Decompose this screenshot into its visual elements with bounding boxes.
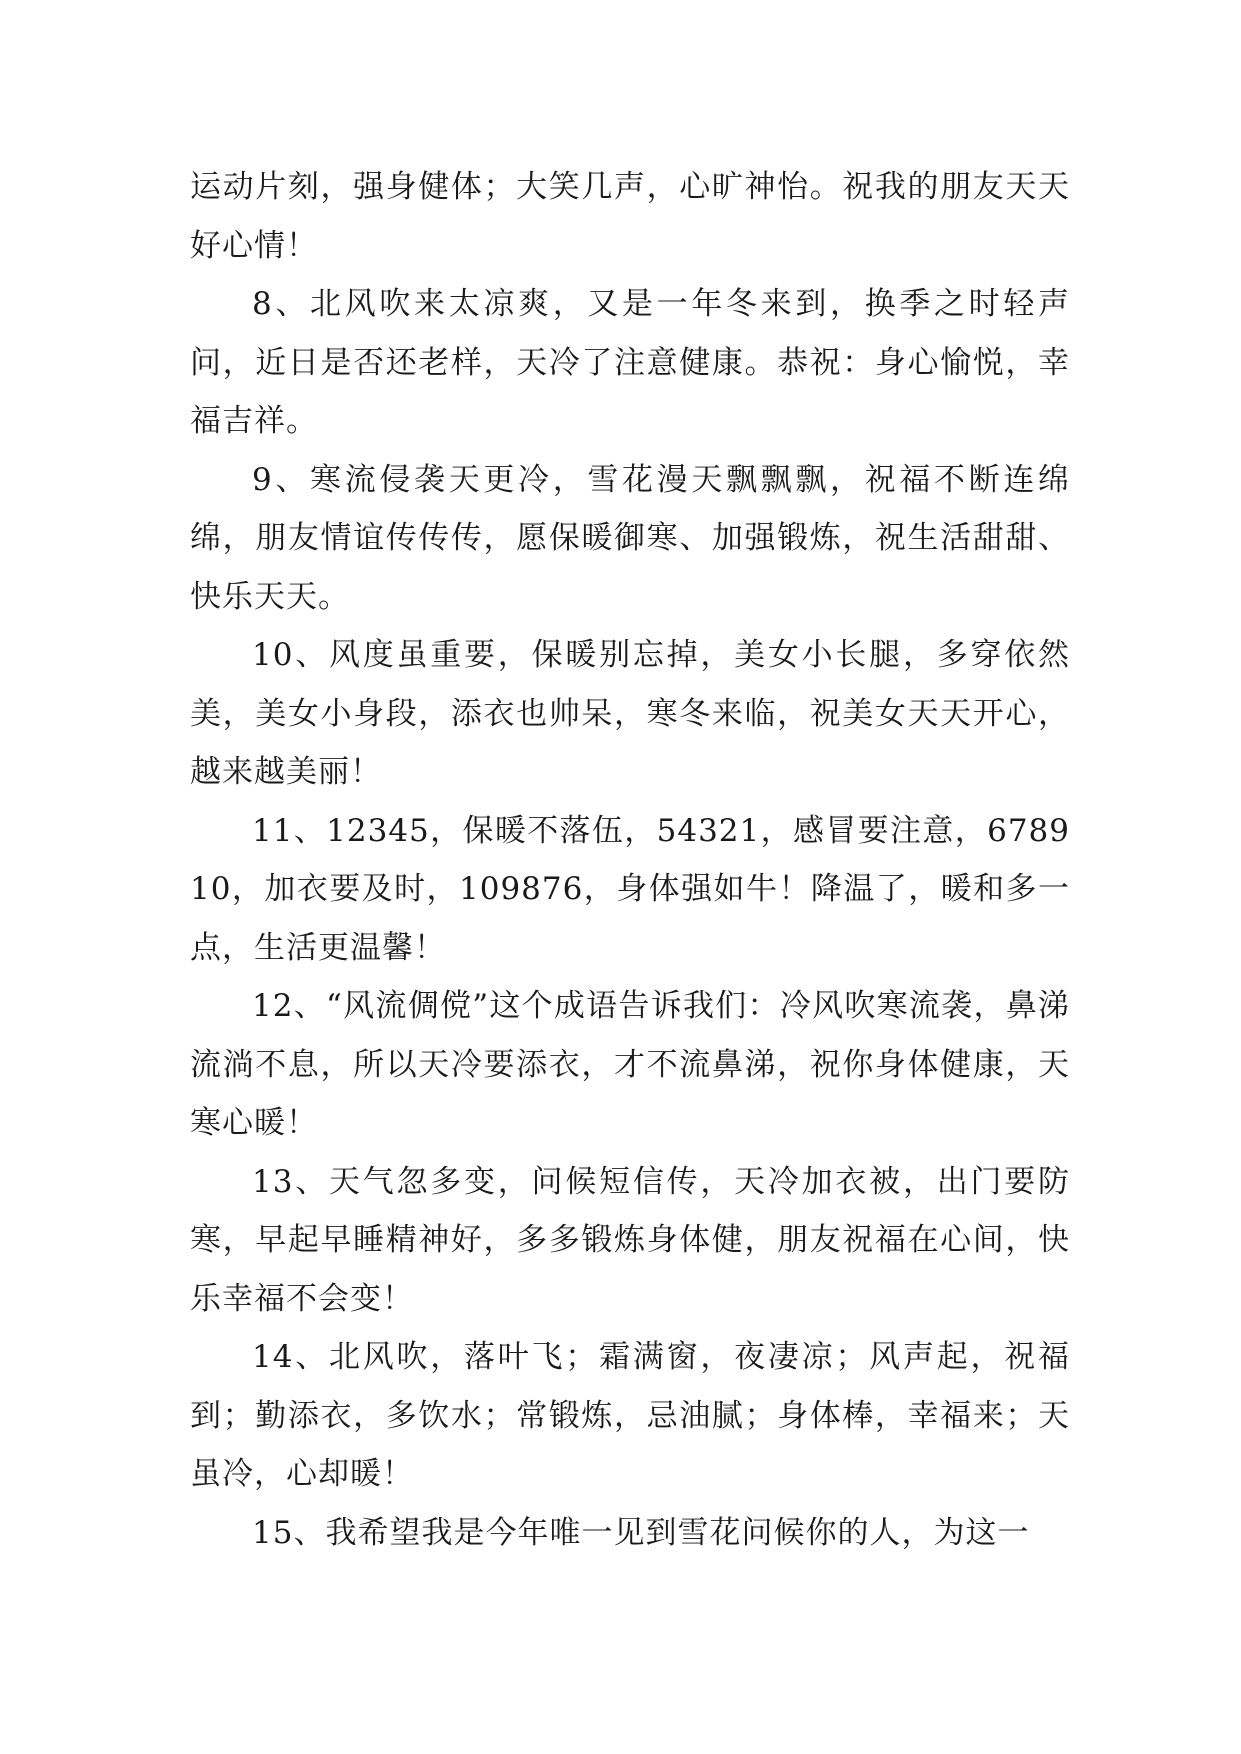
paragraph-item-14: 14、北风吹，落叶飞；霜满窗，夜凄凉；风声起，祝福到；勤添衣，多饮水；常锻炼，忌油腻；身体棒，幸福来；天虽冷，心却暖！ — [190, 1339, 1070, 1492]
paragraph-item-12: 12、“风流倜傥”这个成语告诉我们：冷风吹寒流袭，鼻涕流淌不息，所以天冷要添衣，才不流鼻涕，祝你身体健康，天寒心暖！ — [190, 988, 1070, 1141]
paragraph-item-8: 8、北风吹来太凉爽，又是一年冬来到，换季之时轻声问，近日是否还老样，天冷了注意健康。恭祝：身心愉悦，幸福吉祥。 — [190, 286, 1070, 439]
paragraph-item-10: 10、风度虽重要，保暖别忘掉，美女小长腿，多穿依然美，美女小身段，添衣也帅呆，寒冬来临，祝美女天天开心，越来越美丽！ — [190, 637, 1070, 790]
paragraph-continuation: 运动片刻，强身健体；大笑几声，心旷神怡。祝我的朋友天天好心情！ — [190, 169, 1070, 264]
document-body — [190, 158, 1070, 1562]
paragraph-item-11: 11、12345，保暖不落伍，54321，感冒要注意，678910，加衣要及时，109876，身体强如牛！降温了，暖和多一点，生活更温馨！ — [190, 812, 1070, 966]
paragraph-item-15: 15、我希望我是今年唯一见到雪花问候你的人，为这一 — [252, 1514, 1030, 1551]
paragraph-item-13: 13、天气忽多变，问候短信传，天冷加衣被，出门要防寒，早起早睡精神好，多多锻炼身体健，朋友祝福在心间，快乐幸福不会变！ — [190, 1163, 1070, 1317]
paragraph-item-9: 9、寒流侵袭天更冷，雪花漫天飘飘飘，祝福不断连绵绵，朋友情谊传传传，愿保暖御寒、加强锻炼，祝生活甜甜、快乐天天。 — [190, 461, 1070, 615]
